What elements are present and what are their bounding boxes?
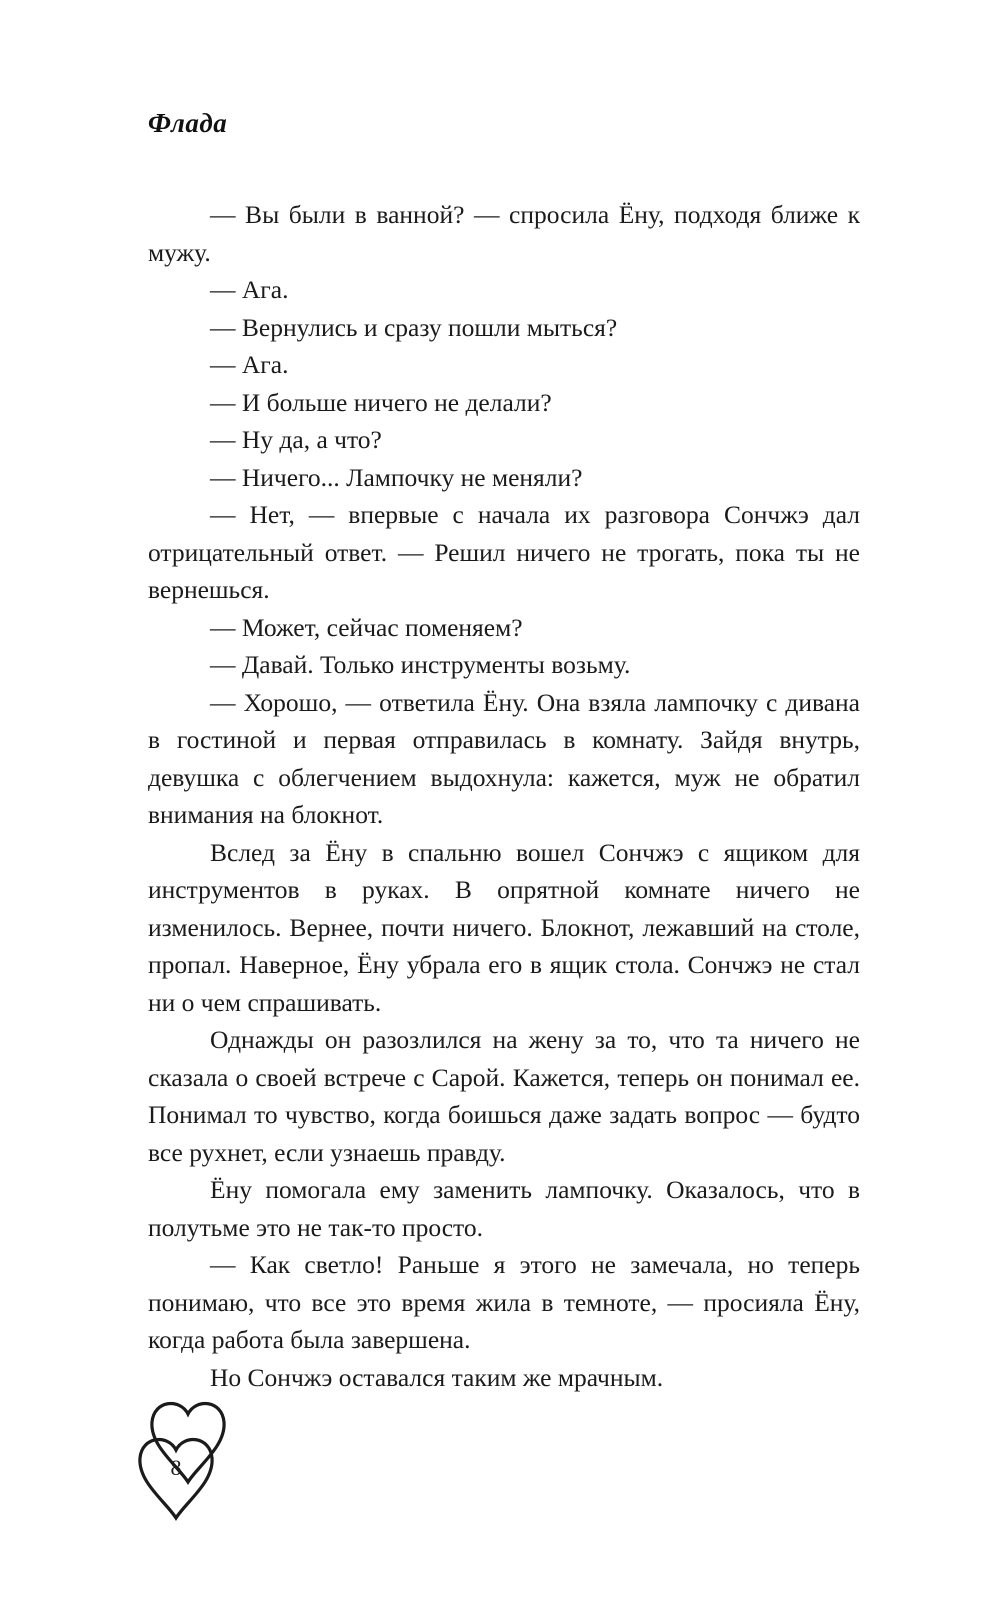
paragraph: — Вернулись и сразу пошли мыться? xyxy=(210,312,618,342)
paragraph: — Нет, — впервые с начала их разговора Сончжэ дал отрицательный ответ. — Решил ничего не трогать, пока ты не вернешься. xyxy=(148,500,860,604)
paragraph: — Ничего... Лампочку не меняли? xyxy=(210,462,583,492)
paragraph: — Ага. xyxy=(210,275,289,304)
page-footer xyxy=(126,1396,256,1536)
paragraph: — Ну да, а что? xyxy=(210,425,382,454)
paragraph: — Хорошо, — ответила Ёну. Она взяла лампочку с дивана в гостиной и первая отправилась в комнату. Зайдя внутрь, девушка с облегчением выдохнула: кажется, муж не обратил внимания на блокнот. xyxy=(148,687,860,829)
paragraph: — Может, сейчас поменяем? xyxy=(210,612,523,642)
paragraph: — И больше ничего не делали? xyxy=(210,387,552,417)
paragraph: — Ага. xyxy=(210,350,289,379)
paragraph: Ёну помогала ему заменить лампочку. Оказалось, что в полутьме это не так-то просто. xyxy=(148,1175,860,1242)
running-head: Флада xyxy=(148,108,228,138)
paragraph: — Вы были в ванной? — спросила Ёну, подходя ближе к мужу. xyxy=(148,200,860,267)
paragraph: Однажды он разозлился на жену за то, что та ничего не сказала о своей встрече с Сарой. Кажется, теперь он понимал ее. Понимал то чувство, когда боишься даже задать вопрос — будто все рухнет, если узнаешь правду. xyxy=(148,1025,860,1167)
page-body xyxy=(148,196,860,1396)
paragraph: — Как светло! Раньше я этого не замечала, но теперь понимаю, что все это время жила в темноте, — просияла Ёну, когда работа была завершена. xyxy=(148,1250,860,1354)
paragraph: Но Сончжэ оставался таким же мрачным. xyxy=(210,1362,664,1392)
paragraph: — Давай. Только инструменты возьму. xyxy=(210,650,631,679)
page-number: 8 xyxy=(170,1455,182,1480)
paragraph: Вслед за Ёну в спальню вошел Сончжэ с ящиком для инструментов в руках. В опрятной комнате ничего не изменилось. Вернее, почти ничего. Блокнот, лежавший на столе, пропал. Наверное, Ёну убрала его в ящик стола. Сончжэ не стал ни о чем спрашивать. xyxy=(148,837,860,1017)
